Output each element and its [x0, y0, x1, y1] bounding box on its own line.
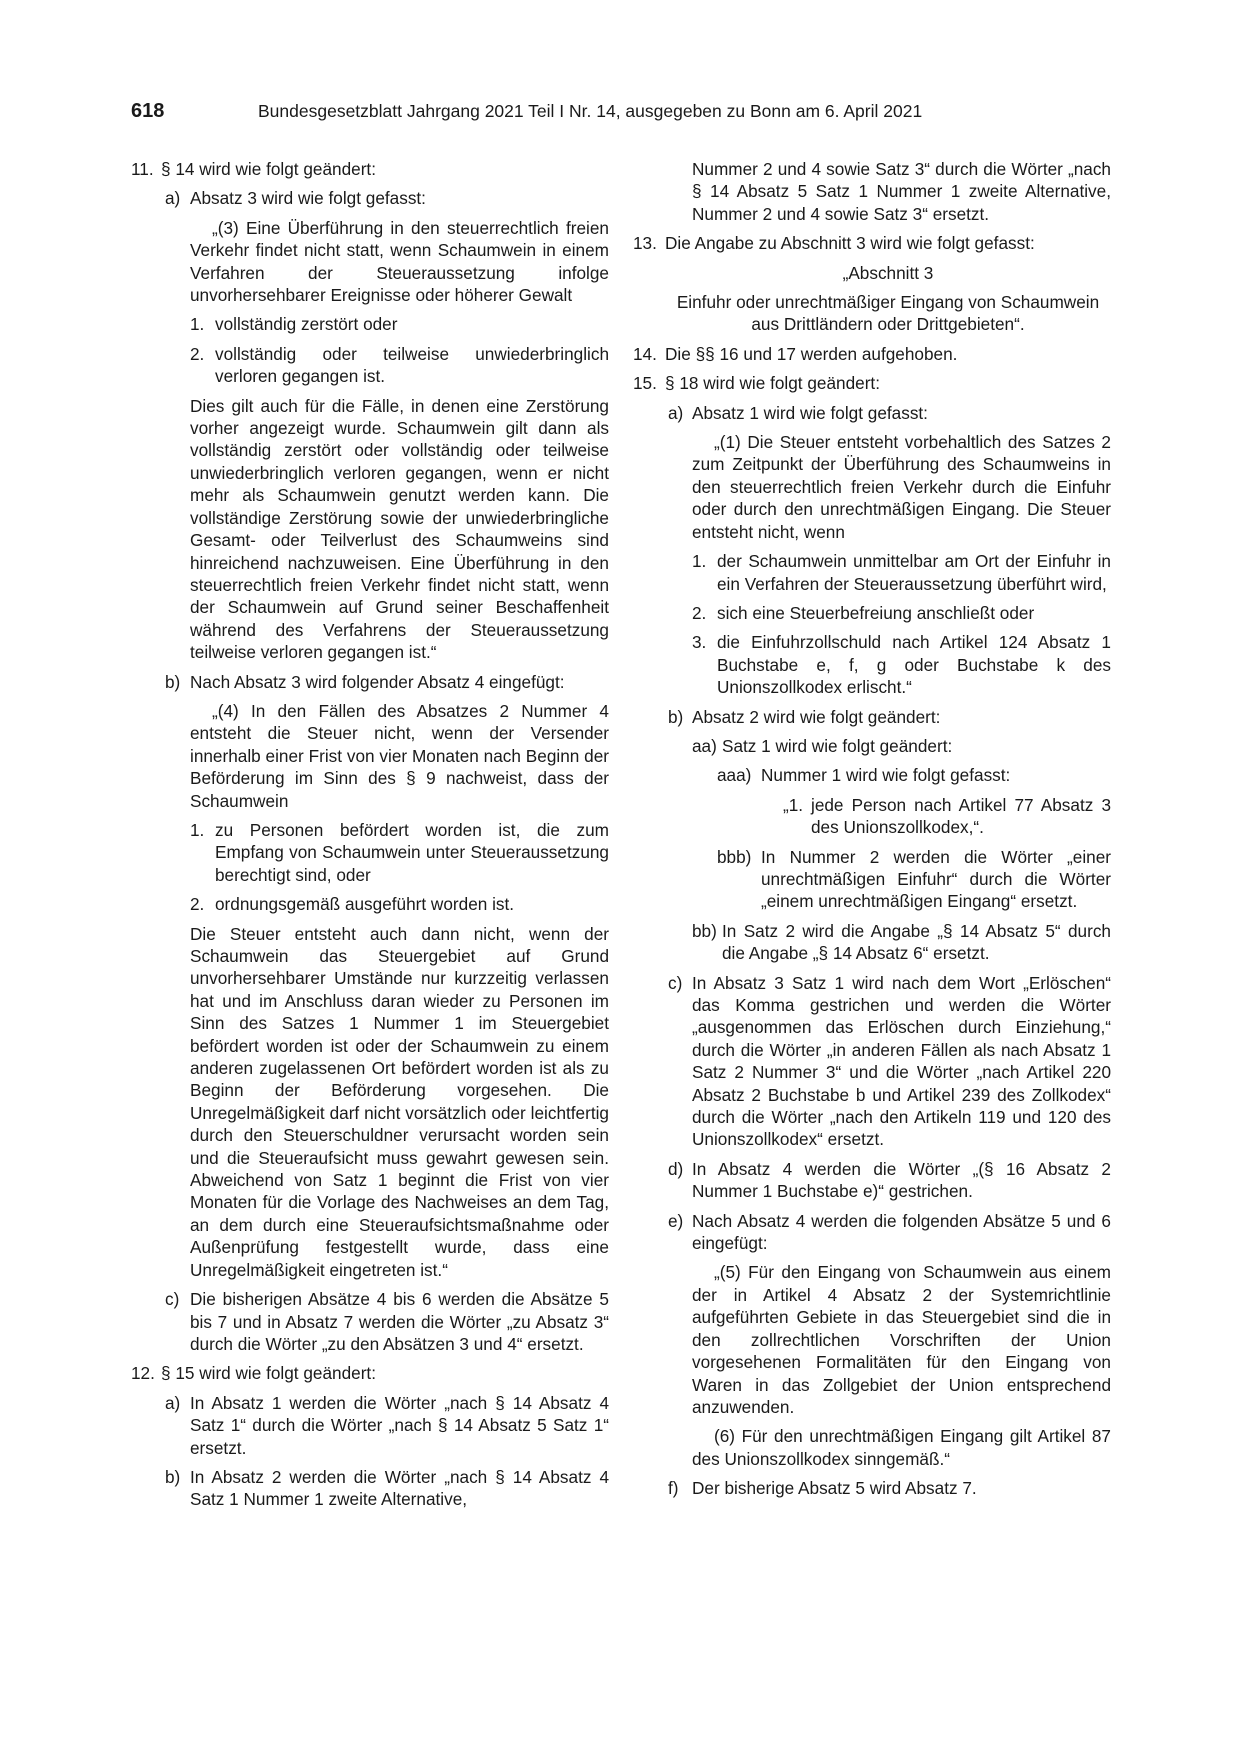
page-number: 618	[131, 100, 165, 122]
item-text: In Absatz 2 werden die Wörter „nach § 14 Absatz 4 Satz 1 Nummer 1 zweite Alternative,	[190, 1466, 609, 1510]
item-11-a	[131, 187, 609, 209]
item-text: In Absatz 3 Satz 1 wird nach dem Wort „Erlöschen“ das Komma gestrichen und werden die Wörter „ausgenommen das Erlöschen durch Einziehung,“ durch die Wörter „in anderen Fällen als nach Absatz 1 Satz 2 Nummer 3“ und die Wörter „nach Artikel 220 Absatz 2 Buchstabe b und Artikel 239 des Zollkodex“ durch die Wörter „nach den Artikeln 119 und 120 des Unionszollkodex“ ersetzt.	[692, 972, 1111, 1150]
item-text: In Satz 2 wird die Angabe „§ 14 Absatz 5“ durch die Angabe „§ 14 Absatz 6“ ersetzt.	[722, 920, 1111, 964]
item-marker: 12.	[131, 1363, 155, 1384]
item-15-c	[633, 972, 1111, 1151]
item-15-b	[633, 706, 1111, 728]
quoted-paragraph-1	[633, 431, 1111, 543]
continued-text	[633, 158, 1111, 225]
item-11	[131, 158, 609, 180]
item-text: Der bisherige Absatz 5 wird Absatz 7.	[692, 1478, 977, 1499]
paragraph-text-block	[131, 395, 609, 664]
item-marker: 3.	[692, 632, 707, 653]
paragraph-text: „(3) Eine Überführung in den steuerrechtlich freien Verkehr findet nicht statt, wenn Schaumwein in einem Verfahren der Steueraussetzung infolge unvorhersehbarer Ereignisse oder höherer Gewalt	[190, 217, 609, 306]
numbered-item	[131, 313, 609, 335]
item-marker: bb)	[692, 920, 717, 941]
item-marker: 1.	[190, 314, 205, 335]
section-title	[633, 291, 1111, 336]
item-text: Die bisherigen Absätze 4 bis 6 werden die Absätze 5 bis 7 und in Absatz 7 werden die Wörter „zu Absatz 3“ durch die Wörter „zu den Absätzen 3 und 4“ ersetzt.	[190, 1289, 609, 1354]
item-15-a	[633, 402, 1111, 424]
subitem-bbb	[633, 846, 1111, 913]
item-marker: 14.	[633, 343, 657, 364]
item-marker: „1.	[783, 794, 804, 815]
item-text: jede Person nach Artikel 77 Absatz 3 des Unionszollkodex,“.	[811, 794, 1111, 838]
item-14	[633, 343, 1111, 365]
quoted-paragraph-6	[633, 1425, 1111, 1470]
item-12-a	[131, 1392, 609, 1459]
left-column	[131, 158, 609, 1518]
right-column	[633, 158, 1111, 1507]
item-marker: 13.	[633, 233, 657, 254]
item-12-b	[131, 1466, 609, 1511]
section-number: „Abschnitt 3	[842, 262, 934, 283]
item-marker: d)	[668, 1158, 684, 1179]
item-text: die Einfuhrzollschuld nach Artikel 124 Absatz 1 Buchstabe e, f, g oder Buchstabe k des Unionszollkodex erlischt.“	[717, 632, 1111, 698]
numbered-item	[633, 631, 1111, 698]
item-15	[633, 372, 1111, 394]
item-marker: 2.	[190, 343, 205, 364]
numbered-item	[131, 819, 609, 886]
item-text: vollständig oder teilweise unwiederbringlich verloren gegangen ist.	[215, 343, 609, 387]
numbered-item	[131, 343, 609, 388]
item-marker: e)	[668, 1210, 684, 1231]
quoted-number-1	[633, 794, 1111, 839]
item-marker: b)	[668, 706, 684, 727]
paragraph-text: „(4) In den Fällen des Absatzes 2 Nummer 4 entsteht die Steuer nicht, wenn der Versender innerhalb einer Frist von vier Monaten nach Beginn der Beförderung im Sinn des § 9 nachweist, dass der Schaumwein	[190, 700, 609, 811]
item-marker: aaa)	[717, 765, 752, 786]
item-text: In Absatz 4 werden die Wörter „(§ 16 Absatz 2 Nummer 1 Buchstabe e)“ gestrichen.	[692, 1158, 1111, 1202]
item-15-d	[633, 1158, 1111, 1203]
running-header: Bundesgesetzblatt Jahrgang 2021 Teil I Nr. 14, ausgegeben zu Bonn am 6. April 2021	[258, 101, 923, 121]
item-11-b	[131, 671, 609, 693]
paragraph-text: Die Steuer entsteht auch dann nicht, wenn der Schaumwein das Steuergebiet auf Grund unvorhersehbarer Umstände nur kurzzeitig verlassen hat und im Anschluss daran wieder zu Personen im Sinn des Satzes 1 Nummer 1 im Steuergebiet befördert worden ist oder der Schaumwein zu einem anderen zugelassenen Ort befördert worden ist als zu Beginn der Beförderung vorgesehen. Die Unregelmäßigkeit darf nicht vorsätzlich oder leichtfertig durch den Steuerschuldner verursacht worden sein und die Steueraufsicht muss gewahrt gewesen sein. Abweichend von Satz 1 beginnt die Frist von vier Monaten für die Vorlage des Nachweises an dem Tag, an dem durch eine Steueraufsichtsmaßnahme oder Außenprüfung festgestellt wurde, dass eine Unregelmäßigkeit eingetreten ist.“	[190, 923, 609, 1280]
item-text: zu Personen befördert worden ist, die zum Empfang von Schaumwein unter Steueraussetzung berechtigt sind, oder	[215, 819, 609, 885]
item-marker: bbb)	[717, 846, 752, 867]
item-text: sich eine Steuerbefreiung anschließt oder	[717, 602, 1035, 623]
item-text: vollständig zerstört oder	[215, 314, 398, 335]
item-text: Die §§ 16 und 17 werden aufgehoben.	[665, 343, 958, 364]
item-13	[633, 232, 1111, 254]
paragraph-text: „(1) Die Steuer entsteht vorbehaltlich des Satzes 2 zum Zeitpunkt der Überführung des Schaumweins in den steuerrechtlich freien Verkehr durch die Einfuhr oder durch den unrechtmäßigen Eingang. Die Steuer entsteht nicht, wenn	[692, 432, 1111, 542]
item-15-f	[633, 1477, 1111, 1499]
paragraph-text: Nummer 2 und 4 sowie Satz 3“ durch die Wörter „nach § 14 Absatz 5 Satz 1 Nummer 1 zweite Alternative, Nummer 2 und 4 sowie Satz 3“ ersetzt.	[692, 159, 1111, 224]
item-marker: 2.	[692, 602, 707, 623]
item-text: § 14 wird wie folgt geändert:	[161, 159, 376, 179]
item-marker: a)	[165, 1392, 181, 1413]
item-text: In Nummer 2 werden die Wörter „einer unrechtmäßigen Einfuhr“ durch die Wörter „einem unrechtmäßigen Eingang“ ersetzt.	[761, 846, 1111, 912]
item-text: Absatz 1 wird wie folgt gefasst:	[692, 402, 928, 423]
numbered-item	[131, 893, 609, 915]
item-marker: aa)	[692, 735, 717, 756]
item-text: Nach Absatz 3 wird folgender Absatz 4 eingefügt:	[190, 671, 565, 692]
item-text: § 18 wird wie folgt geändert:	[665, 373, 880, 394]
item-text: Absatz 3 wird wie folgt gefasst:	[190, 188, 426, 209]
item-text: Nach Absatz 4 werden die folgenden Absätze 5 und 6 eingefügt:	[692, 1210, 1111, 1254]
item-marker: f)	[668, 1478, 679, 1499]
subitem-aaa	[633, 764, 1111, 786]
item-text: Satz 1 wird wie folgt geändert:	[722, 735, 953, 756]
section-title-text: Einfuhr oder unrechtmäßiger Eingang von Schaumwein aus Drittländern oder Drittgebieten“.	[676, 292, 1100, 335]
quoted-paragraph-4	[131, 700, 609, 812]
item-marker: a)	[668, 402, 684, 423]
item-11-c	[131, 1288, 609, 1355]
item-marker: 11.	[131, 159, 154, 179]
item-text: der Schaumwein unmittelbar am Ort der Einfuhr in ein Verfahren der Steueraussetzung überführt wird,	[717, 551, 1111, 594]
item-marker: 2.	[190, 894, 205, 915]
subitem-aa	[633, 735, 1111, 757]
item-marker: 15.	[633, 373, 657, 394]
paragraph-text-block	[131, 923, 609, 1282]
paragraph-text: Dies gilt auch für die Fälle, in denen eine Zerstörung vorher angezeigt wurde. Schaumwein gilt dann als vollständig zerstört oder vollständig oder teilweise unwiederbringlich verloren gegangen, wenn er nicht mehr als Schaumwein genutzt werden kann. Die vollständige Zerstörung sowie der unwiederbringliche Gesamt- oder Teilverlust des Schaumweins sind hinreichend nachzuweisen. Eine Überführung in den steuerrechtlich freien Verkehr findet nicht statt, wenn der Schaumwein auf Grund seiner Beschaffenheit während des Verfahrens der Steueraussetzung teilweise verloren gegangen ist.“	[190, 395, 609, 663]
subitem-bb	[633, 920, 1111, 965]
item-15-e	[633, 1210, 1111, 1255]
item-text: In Absatz 1 werden die Wörter „nach § 14 Absatz 4 Satz 1“ durch die Wörter „nach § 14 Absatz 5 Satz 1“ ersetzt.	[190, 1392, 609, 1458]
numbered-item	[633, 602, 1111, 624]
quoted-paragraph-5	[633, 1261, 1111, 1418]
item-text: Absatz 2 wird wie folgt geändert:	[692, 706, 941, 727]
paragraph-text: „(5) Für den Eingang von Schaumwein aus einem der in Artikel 4 Absatz 2 der Systemrichtlinie aufgeführten Gebiete in das Steuergebiet sind die in den zollrechtlichen Vorschriften der Union vorgesehenen Formalitäten für den Eingang von Waren in das Zollgebiet der Union entsprechend anzuwenden.	[692, 1262, 1111, 1417]
paragraph-text: (6) Für den unrechtmäßigen Eingang gilt Artikel 87 des Unionszollkodex sinngemäß.“	[692, 1426, 1111, 1469]
item-marker: c)	[165, 1289, 180, 1310]
item-marker: a)	[165, 188, 181, 209]
section-heading	[633, 262, 1111, 284]
item-marker: b)	[165, 1466, 181, 1487]
item-marker: b)	[165, 671, 181, 692]
item-text: Die Angabe zu Abschnitt 3 wird wie folgt gefasst:	[665, 233, 1035, 254]
numbered-item	[633, 550, 1111, 595]
item-text: ordnungsgemäß ausgeführt worden ist.	[215, 894, 515, 915]
item-12	[131, 1362, 609, 1384]
item-marker: 1.	[190, 819, 205, 840]
quoted-paragraph-3	[131, 217, 609, 307]
item-text: § 15 wird wie folgt geändert:	[161, 1363, 376, 1384]
item-marker: c)	[668, 972, 683, 993]
item-text: Nummer 1 wird wie folgt gefasst:	[761, 765, 1011, 786]
item-marker: 1.	[692, 551, 707, 572]
